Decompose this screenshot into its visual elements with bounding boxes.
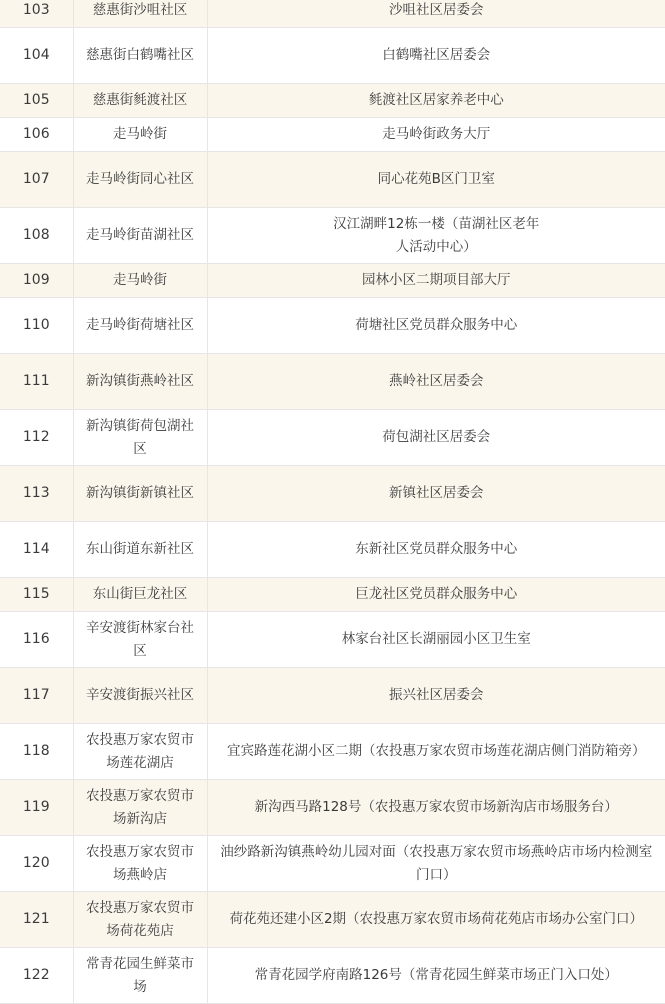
row-area: 新沟镇街燕岭社区 bbox=[73, 354, 207, 410]
table-row bbox=[0, 612, 665, 668]
row-number: 109 bbox=[0, 264, 73, 298]
row-location: 园林小区二期项目部大厅 bbox=[207, 264, 665, 298]
row-number: 114 bbox=[0, 522, 73, 578]
table-row bbox=[0, 208, 665, 264]
table-row bbox=[0, 28, 665, 84]
row-location: 荷塘社区党员群众服务中心 bbox=[207, 298, 665, 354]
row-location: 同心花苑B区门卫室 bbox=[207, 152, 665, 208]
table-row bbox=[0, 264, 665, 298]
row-location: 宜宾路莲花湖小区二期（农投惠万家农贸市场莲花湖店侧门消防箱旁） bbox=[207, 724, 665, 780]
row-number: 122 bbox=[0, 948, 73, 1004]
row-number: 105 bbox=[0, 84, 73, 118]
row-number: 108 bbox=[0, 208, 73, 264]
row-area: 慈惠街沙咀社区 bbox=[73, 0, 207, 28]
row-location: 汉江湖畔12栋一楼（苗湖社区老年人活动中心） bbox=[207, 208, 665, 264]
row-location: 沙咀社区居委会 bbox=[207, 0, 665, 28]
row-location: 常青花园学府南路126号（常青花园生鲜菜市场正门入口处） bbox=[207, 948, 665, 1004]
row-number: 115 bbox=[0, 578, 73, 612]
row-number: 104 bbox=[0, 28, 73, 84]
row-number: 113 bbox=[0, 466, 73, 522]
row-number: 112 bbox=[0, 410, 73, 466]
row-location: 林家台社区长湖丽园小区卫生室 bbox=[207, 612, 665, 668]
row-area: 慈惠街白鹤嘴社区 bbox=[73, 28, 207, 84]
row-area: 辛安渡街振兴社区 bbox=[73, 668, 207, 724]
row-area: 走马岭街 bbox=[73, 264, 207, 298]
row-number: 120 bbox=[0, 836, 73, 892]
row-area: 慈惠街毵渡社区 bbox=[73, 84, 207, 118]
row-number: 116 bbox=[0, 612, 73, 668]
row-number: 121 bbox=[0, 892, 73, 948]
table-row bbox=[0, 84, 665, 118]
row-number: 110 bbox=[0, 298, 73, 354]
row-area: 走马岭街同心社区 bbox=[73, 152, 207, 208]
row-location: 新沟西马路128号（农投惠万家农贸市场新沟店市场服务台） bbox=[207, 780, 665, 836]
row-area: 东山街巨龙社区 bbox=[73, 578, 207, 612]
row-location: 白鹤嘴社区居委会 bbox=[207, 28, 665, 84]
row-area: 农投惠万家农贸市场燕岭店 bbox=[73, 836, 207, 892]
row-area: 常青花园生鲜菜市场 bbox=[73, 948, 207, 1004]
table-row bbox=[0, 0, 665, 28]
row-number: 119 bbox=[0, 780, 73, 836]
row-location: 振兴社区居委会 bbox=[207, 668, 665, 724]
table-row bbox=[0, 298, 665, 354]
row-area: 农投惠万家农贸市场新沟店 bbox=[73, 780, 207, 836]
row-number: 106 bbox=[0, 118, 73, 152]
row-area: 新沟镇街新镇社区 bbox=[73, 466, 207, 522]
row-location: 毵渡社区居家养老中心 bbox=[207, 84, 665, 118]
table-row bbox=[0, 152, 665, 208]
row-location: 油纱路新沟镇燕岭幼儿园对面（农投惠万家农贸市场燕岭店市场内检测室门口） bbox=[207, 836, 665, 892]
row-location: 巨龙社区党员群众服务中心 bbox=[207, 578, 665, 612]
row-area: 走马岭街 bbox=[73, 118, 207, 152]
table-row bbox=[0, 354, 665, 410]
row-area: 辛安渡街林家台社区 bbox=[73, 612, 207, 668]
row-location: 荷包湖社区居委会 bbox=[207, 410, 665, 466]
row-location: 荷花苑还建小区2期（农投惠万家农贸市场荷花苑店市场办公室门口） bbox=[207, 892, 665, 948]
row-location: 新镇社区居委会 bbox=[207, 466, 665, 522]
row-area: 走马岭街苗湖社区 bbox=[73, 208, 207, 264]
table-row bbox=[0, 836, 665, 892]
table-row bbox=[0, 118, 665, 152]
row-area: 新沟镇街荷包湖社区 bbox=[73, 410, 207, 466]
table-row bbox=[0, 892, 665, 948]
row-number: 111 bbox=[0, 354, 73, 410]
row-location: 东新社区党员群众服务中心 bbox=[207, 522, 665, 578]
table-row bbox=[0, 724, 665, 780]
table-row bbox=[0, 668, 665, 724]
row-area: 东山街道东新社区 bbox=[73, 522, 207, 578]
table-row bbox=[0, 780, 665, 836]
row-location: 走马岭街政务大厅 bbox=[207, 118, 665, 152]
row-number: 117 bbox=[0, 668, 73, 724]
row-area: 农投惠万家农贸市场荷花苑店 bbox=[73, 892, 207, 948]
row-number: 107 bbox=[0, 152, 73, 208]
row-location: 燕岭社区居委会 bbox=[207, 354, 665, 410]
table-row bbox=[0, 522, 665, 578]
table-row bbox=[0, 948, 665, 1004]
row-number: 103 bbox=[0, 0, 73, 28]
row-area: 走马岭街荷塘社区 bbox=[73, 298, 207, 354]
row-area: 农投惠万家农贸市场莲花湖店 bbox=[73, 724, 207, 780]
row-number: 118 bbox=[0, 724, 73, 780]
table-row bbox=[0, 466, 665, 522]
table-row bbox=[0, 410, 665, 466]
table-row bbox=[0, 578, 665, 612]
